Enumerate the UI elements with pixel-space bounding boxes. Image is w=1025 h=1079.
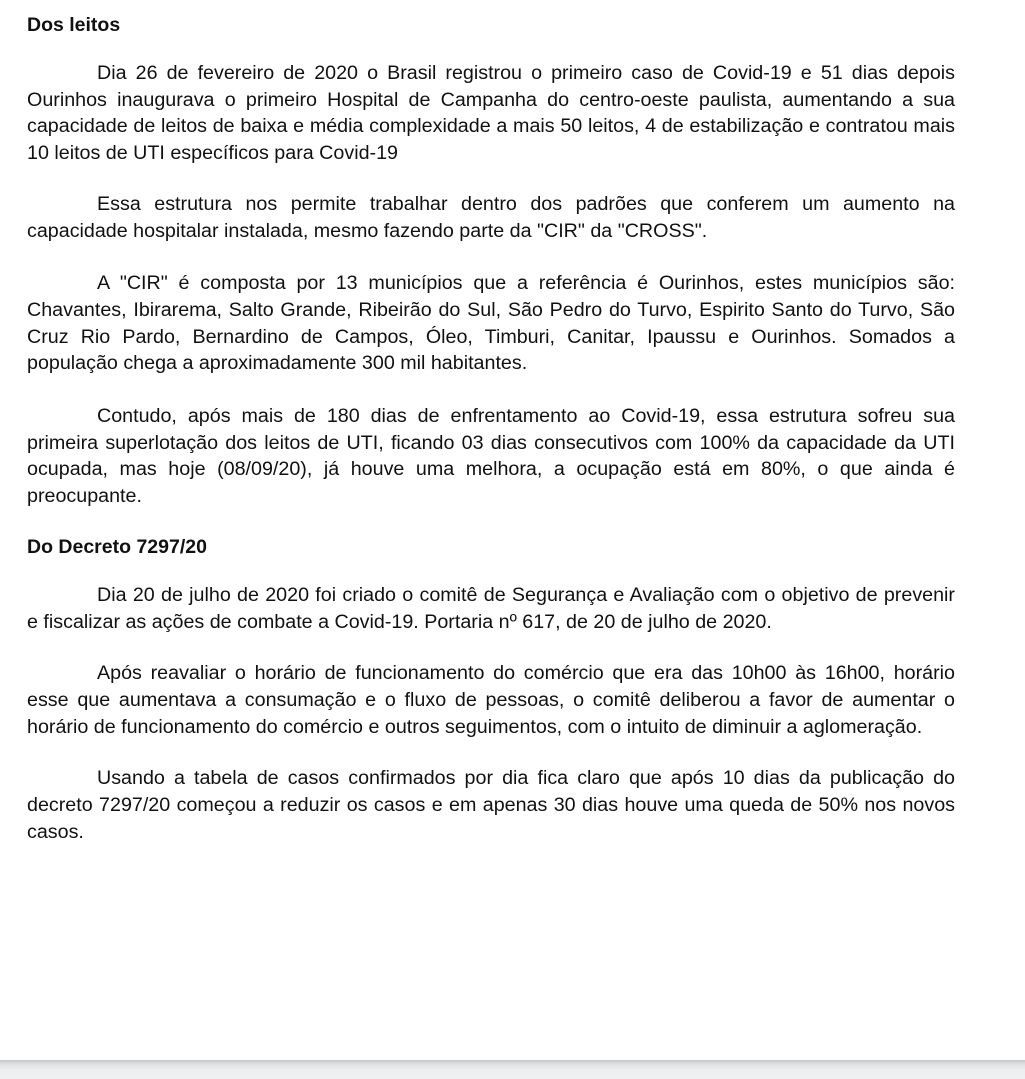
section-heading-leitos: Dos leitos: [27, 14, 121, 36]
paragraph-estrutura: Essa estrutura nos permite trabalhar dentro dos padrões que conferem um aumento na capacidade hospitalar instalada, mesmo fazendo parte da "CIR" da "CROSS".: [27, 192, 955, 242]
paragraph-reducao-casos: Usando a tabela de casos confirmados por dia fica claro que após 10 dias da publicação do decreto 7297/20 começou a reduzir os casos e em apenas 30 dias houve uma queda de 50% nos novos casos.: [27, 767, 955, 843]
paragraph-horario-comercio: Após reavaliar o horário de funcionamento do comércio que era das 10h00 às 16h00, horário esse que aumentava a consumação e o fluxo de pessoas, o comitê deliberou a favor de aumentar o horário de funcionamento do comércio e outros seguimentos, com o intuito de diminuir a aglomeração.: [27, 662, 955, 738]
section-heading-decreto: Do Decreto 7297/20: [27, 535, 207, 558]
paragraph-primeiro-caso: Dia 26 de fevereiro de 2020 o Brasil registrou o primeiro caso de Covid-19 e 51 dias depois Ourinhos inaugurava o primeiro Hospital de Campanha do centro-oeste paulista, aumentando a sua capacidade de leitos de baixa e média complexidade a mais 50 leitos, 4 de estabilização e contratou mais 10 leitos de UTI específicos para Covid-19: [27, 62, 955, 165]
paragraph-cir-municipios: A "CIR" é composta por 13 municípios que a referência é Ourinhos, estes municípios são: Chavantes, Ibirarema, Salto Grande, Ribeirão do Sul, São Pedro do Turvo, Espirito Santo do Turvo, São Cruz Rio Pardo, Bernardino de Campos, Óleo, Timburi, Canitar, Ipaussu e Ourinhos. Somados a população chega a aproximadamente 300 mil habitantes.: [27, 272, 955, 375]
page-bottom-shadow: [0, 1060, 1025, 1079]
paragraph-comite: Dia 20 de julho de 2020 foi criado o comitê de Segurança e Avaliação com o objetivo de prevenir e fiscalizar as ações de combate a Covid-19. Portaria nº 617, de 20 de julho de 2020.: [27, 583, 955, 633]
paragraph-superlotacao: Contudo, após mais de 180 dias de enfrentamento ao Covid-19, essa estrutura sofreu sua primeira superlotação dos leitos de UTI, ficando 03 dias consecutivos com 100% da capacidade da UTI ocupada, mas hoje (08/09/20), já houve uma melhora, a ocupação está em 80%, o que ainda é preocupante.: [27, 405, 955, 508]
